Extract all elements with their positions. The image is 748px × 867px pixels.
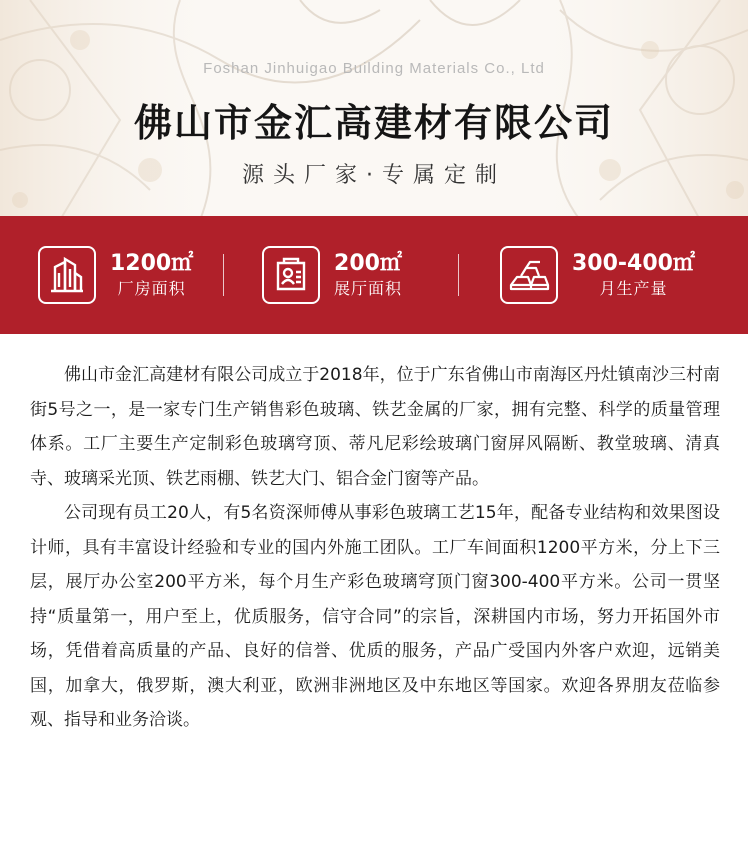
stat-label: 厂房面积 (117, 279, 186, 298)
company-description (30, 358, 720, 738)
stat-value: 200㎡ (334, 251, 402, 276)
building-icon (38, 246, 96, 304)
stat-label: 月生产量 (599, 279, 668, 298)
description-paragraph-2: 公司现有员工20人，有5名资深师傅从事彩色玻璃工艺15年，配备专业结构和效果图设计师，具有丰富设计经验和专业的国内外施工团队。工厂车间面积1200平方米，分上下三层，展厅办公室200平方米，每个月生产彩色玻璃穹顶门窗300-400平方米。公司一贯坚持“质量第一，用户至上，优质服务，信守合同”的宗旨，深耕国内市场，努力开拓国外市场，凭借着高质量的产品、良好的信誉、优质的服务，产品广受国内外客户欢迎，远销美国，加拿大，俄罗斯，澳大利亚，欧洲非洲地区及中东地区等国家。欢迎各界朋友莅临参观、指导和业务洽谈。 (30, 503, 720, 730)
gold-bars-icon (500, 246, 558, 304)
stat-monthly-output (500, 240, 695, 310)
showroom-icon (262, 246, 320, 304)
tagline: 源头厂家·专属定制 (242, 163, 506, 188)
company-name-en: Foshan Jinhuigao Building Materials Co., Ltd (203, 60, 545, 77)
description-paragraph-1: 佛山市金汇高建材有限公司成立于2018年，位于广东省佛山市南海区丹灶镇南沙三村南街5号之一，是一家专门生产销售彩色玻璃、铁艺金属的厂家，拥有完整、科学的质量管理体系。工厂主要生产定制彩色玻璃穹顶、蒂凡尼彩绘玻璃门窗屏风隔断、教堂玻璃、清真寺、玻璃采光顶、铁艺雨棚、铁艺大门、铝合金门窗等产品。 (30, 365, 720, 489)
stat-showroom-area (262, 240, 402, 310)
divider (458, 254, 459, 296)
divider (223, 254, 224, 296)
stat-label: 展厅面积 (334, 279, 403, 298)
page-header (0, 0, 748, 215)
stat-factory-area (38, 240, 193, 310)
stats-band (0, 216, 748, 334)
company-name-cn: 佛山市金汇高建材有限公司 (133, 101, 614, 145)
stat-value: 300-400㎡ (572, 251, 695, 276)
stat-value: 1200㎡ (110, 251, 194, 276)
